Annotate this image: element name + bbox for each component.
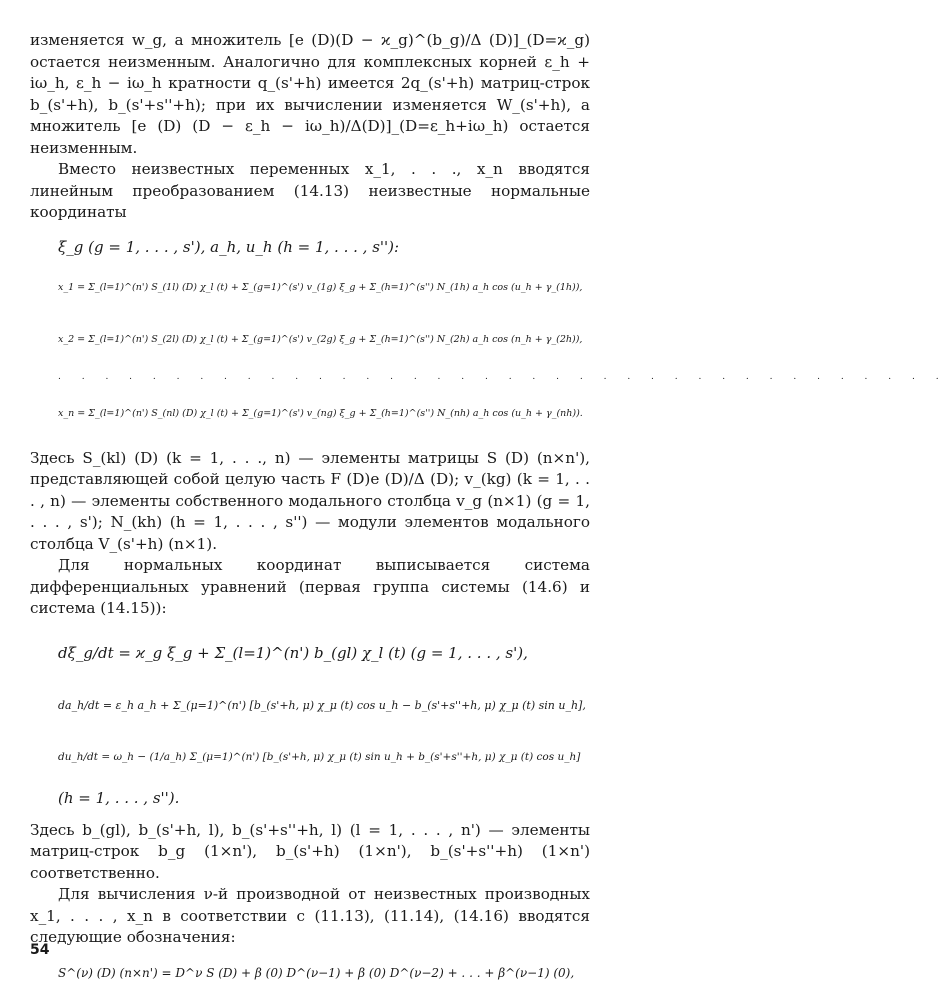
page-number: 54	[30, 942, 50, 958]
equation-x2: x_2 = Σ_(l=1)^(n') S_(2l) (D) χ_l (t) + Σ_(g=1)^(s') v_(2g) ξ_g + Σ_(h=1)^(s'') N_(2h) a_h cos (n_h + γ_(2h)),	[58, 333, 583, 345]
equation-h-range: (h = 1, . . . , s'').	[58, 788, 180, 807]
page-body	[30, 30, 948, 999]
equation-coordinates: ξ_g (g = 1, . . . , s'), a_h, u_h (h = 1, . . . , s''):	[58, 237, 400, 256]
equation-S-nu: S^(ν) (D) (n×n') = D^ν S (D) + β (0) D^(ν−1) + β (0) D^(ν−2) + . . . + β^(ν−1) (0),	[58, 965, 575, 980]
equation-xn: x_n = Σ_(l=1)^(n') S_(nl) (D) χ_l (t) + Σ_(g=1)^(s') v_(ng) ξ_g + Σ_(h=1)^(s'') N_(nh) a_h cos (u_h + γ_(nh)).	[58, 407, 583, 419]
equation-system-x	[58, 232, 948, 440]
paragraph-derivative-notation: Для вычисления ν-й производной от неизвестных производных x_1, . . . , x_n в соответствии с (11.13), (11.14), (14.16) вводятся следующие обозначения:	[30, 885, 590, 946]
equation-dxi: dξ_g/dt = ϰ_g ξ_g + Σ_(l=1)^(n') b_(gl) χ_l (t) (g = 1, . . . , s'),	[58, 643, 528, 662]
paragraph-normal-coordinates-intro: Вместо неизвестных переменных x_1, . . ., x_n вводятся линейным преобразованием (14.13) неизвестные нормальные координаты	[30, 160, 590, 221]
equation-x1: x_1 = Σ_(l=1)^(n') S_(1l) (D) χ_l (t) + Σ_(g=1)^(s') v_(1g) ξ_g + Σ_(h=1)^(s'') N_(1h) a_h cos (u_h + γ_(1h)),	[58, 281, 583, 293]
equation-ellipsis-row: . . . . . . . . . . . . . . . . . . . . . . . . . . . . . . . . . . . . . .	[58, 371, 948, 382]
equation-system-normal	[58, 628, 590, 812]
paragraph-modal-row-matrices: изменяется w_g, а множитель [e (D)(D − ϰ_g)^(b_g)/Δ (D)]_(D=ϰ_g) остается неизменным. Аналогично для комплексных корней ε_h + iω_h, ε_h − iω_h кратности q_(s'+h) имеется 2q_(s'+h) матриц-строк b_(s'+h), b_(s'+s''+h); при их вычислении изменяется W_(s'+h), а множитель [e (D) (D − ε_h − iω_h)/Δ(D)]_(D=ε_h+iω_h) остается неизменным.	[30, 31, 590, 157]
paragraph-matrix-elements: Здесь S_(kl) (D) (k = 1, . . ., n) — элементы матрицы S (D) (n×n'), представляющей собой целую часть F (D)e (D)/Δ (D); v_(kg) (k = 1, . . . , n) — элементы собственного модального столбца v_g (n×1) (g = 1, . . . , s'); N_(kh) (h = 1, . . . , s'') — модули элементов модального столбца V_(s'+h) (n×1).	[30, 448, 590, 553]
equation-S-nu-block	[58, 955, 590, 991]
equation-da: da_h/dt = ε_h a_h + Σ_(μ=1)^(n') [b_(s'+h, μ) χ_μ (t) cos u_h − b_(s'+s''+h, μ) χ_μ (t) sin u_h],	[58, 698, 586, 712]
paragraph-row-matrix-elements: Здесь b_(gl), b_(s'+h, l), b_(s'+s''+h, l) (l = 1, . . . , n') — элементы матриц-строк b_g (1×n'), b_(s'+h) (1×n'), b_(s'+s''+h) (1×n') соответственно.	[30, 820, 590, 882]
equation-du: du_h/dt = ω_h − (1/a_h) Σ_(μ=1)^(n') [b_(s'+h, μ) χ_μ (t) sin u_h + b_(s'+s''+h, μ) χ_μ (t) cos u_h]	[58, 750, 581, 763]
paragraph-differential-system-intro: Для нормальных координат выписывается система дифференциальных уравнений (первая группа системы (14.6) и система (14.15)):	[30, 556, 590, 617]
